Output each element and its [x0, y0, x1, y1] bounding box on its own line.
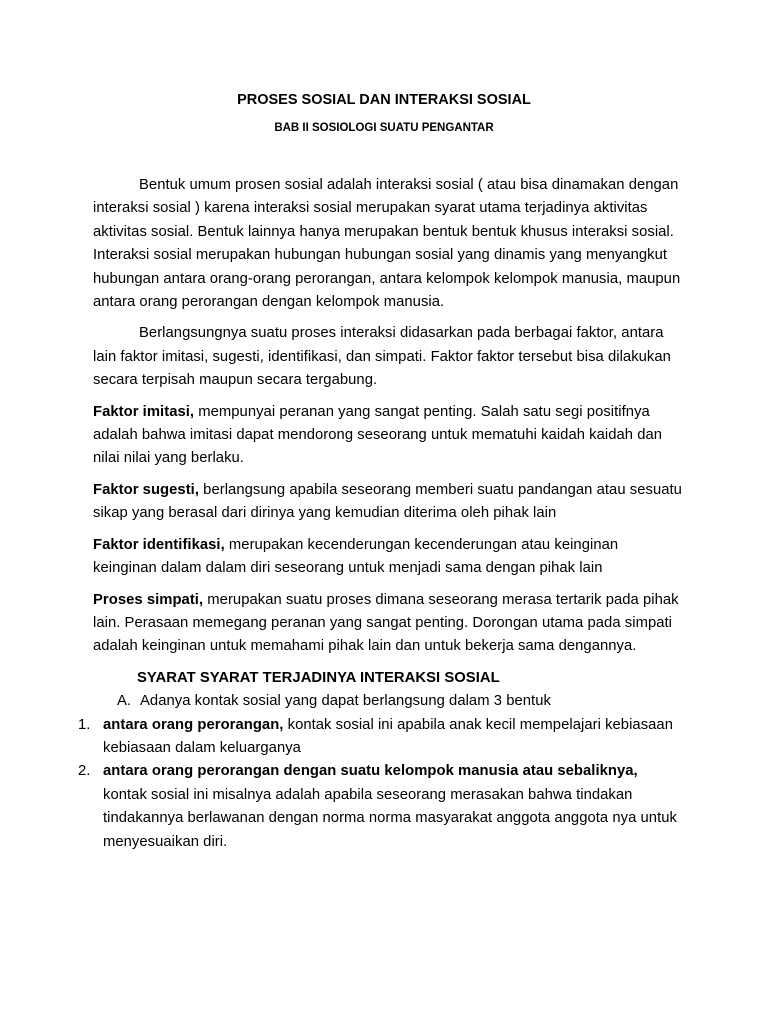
list-item: [78, 714, 683, 761]
paragraph-factors: Berlangsungnya suatu proses interaksi didasarkan pada berbagai faktor, antara lain faktor imitasi, sugesti, identifikasi, dan simpati. Faktor faktor tersebut bisa dilakukan secara terpisah maupun secara tergabung.: [93, 325, 671, 389]
list-text: kontak sosial ini misalnya adalah apabila seseorang merasakan bahwa tindakan tindakannya berlawanan dengan norma norma masyarakat anggota anggota nya untuk menyesuaikan diri.: [103, 786, 677, 850]
list-number: 2.: [78, 763, 91, 780]
sub-list-marker: A.: [117, 693, 132, 710]
document-subtitle: BAB II SOSIOLOGI SUATU PENGANTAR: [274, 122, 494, 134]
paragraph-simpati: [93, 589, 683, 659]
paragraph-imitasi: [93, 401, 683, 471]
term-imitasi: Faktor imitasi,: [93, 403, 195, 420]
text-sugesti: berlangsung apabila seseorang memberi suatu pandangan atau sesuatu sikap yang berasal dari dirinya yang kemudian diterima oleh pihak lain: [93, 481, 682, 522]
paragraph-sugesti: [93, 479, 683, 526]
document-title: PROSES SOSIAL DAN INTERAKSI SOSIAL: [237, 92, 531, 108]
list-text: kontak sosial ini apabila anak kecil mempelajari kebiasaan kebiasaan dalam keluarganya: [103, 716, 673, 756]
text-imitasi: mempunyai peranan yang sangat penting. Salah satu segi positifnya adalah bahwa imitasi dapat mendorong seseorang untuk mematuhi kaidah kaidah dan nilai nilai yang berlaku.: [93, 403, 663, 467]
sub-list-text: Adanya kontak sosial yang dapat berlangsung dalam 3 bentuk: [140, 693, 551, 710]
paragraph-intro: Bentuk umum prosen sosial adalah interaksi sosial ( atau bisa dinamakan dengan interaksi sosial ) karena interaksi sosial merupakan syarat utama terjadinya aktivitas aktivitas sosial. Bentuk lainnya hanya merupakan bentuk bentuk khusus interaksi sosial. Interaksi sosial merupakan hubungan hubungan sosial yang dinamis yang menyangkut hubungan antara orang-orang perorangan, antara kelompok kelompok manusia, maupun antara orang perorangan dengan kelompok manusia.: [93, 177, 681, 311]
text-identifikasi: merupakan kecenderungan kecenderungan atau keinginan keinginan dalam dalam diri seseorang untuk menjadi sama dengan pihak lain: [93, 536, 619, 577]
list-number: 1.: [78, 716, 91, 733]
term-simpati: Proses simpati,: [93, 591, 204, 608]
paragraph-identifikasi: [93, 534, 683, 581]
section-heading: SYARAT SYARAT TERJADINYA INTERAKSI SOSIAL: [137, 669, 500, 686]
term-sugesti: Faktor sugesti,: [93, 481, 199, 498]
text-simpati: merupakan suatu proses dimana seseorang merasa tertarik pada pihak lain. Perasaan memegang peranan yang sangat penting. Dorongan utama pada simpati adalah keinginan untuk memahami pihak lain dan untuk bekerja sama dengannya.: [93, 591, 679, 655]
list-term: antara orang perorangan,: [103, 716, 284, 733]
list-term: antara orang perorangan dengan suatu kelompok manusia atau sebaliknya,: [103, 763, 638, 780]
list-item: [78, 760, 683, 854]
document-body: [78, 174, 683, 854]
term-identifikasi: Faktor identifikasi,: [93, 536, 225, 553]
sub-list-item-a: [93, 690, 683, 713]
